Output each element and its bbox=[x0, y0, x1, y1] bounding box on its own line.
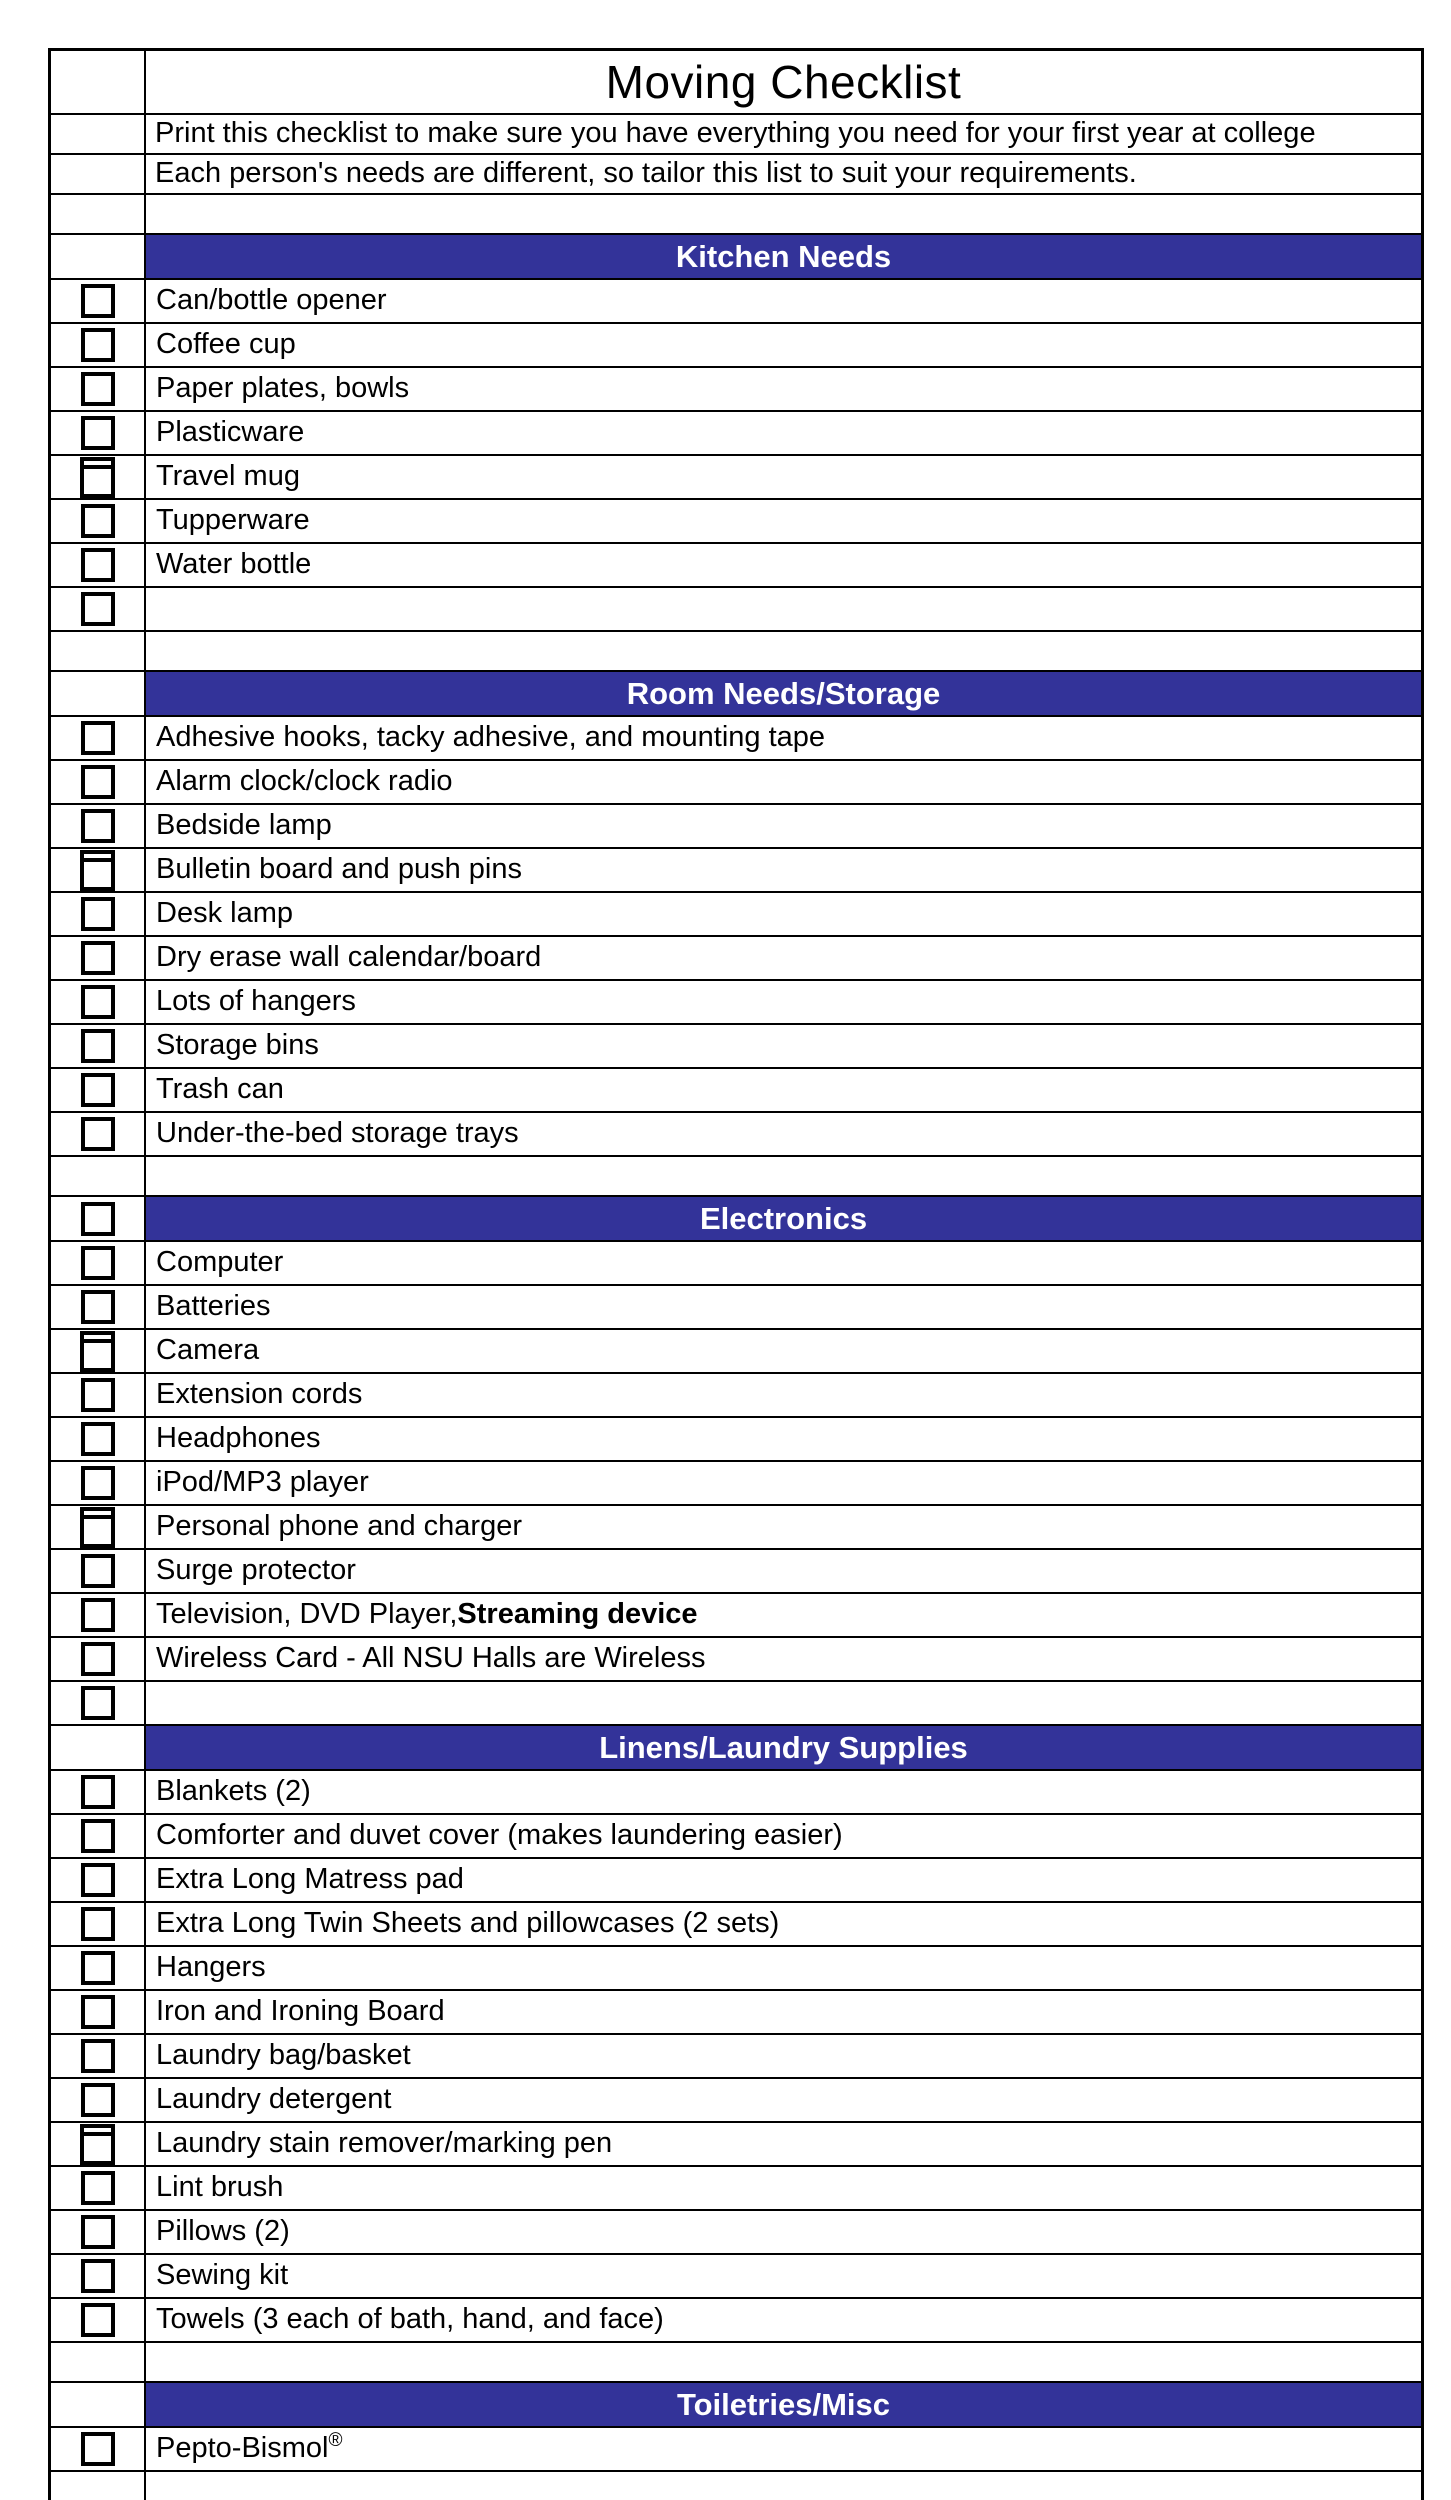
item-label: Laundry detergent bbox=[156, 2083, 392, 2115]
checkbox-cell bbox=[51, 500, 146, 542]
checkbox-cell bbox=[51, 280, 146, 322]
checkbox-icon[interactable] bbox=[81, 2171, 115, 2205]
row-partial bbox=[51, 2472, 1421, 2500]
row-item-camera bbox=[51, 1330, 1421, 1374]
checkbox-icon[interactable] bbox=[81, 2432, 115, 2466]
item-label: Tupperware bbox=[156, 504, 310, 536]
item-label: Camera bbox=[156, 1334, 260, 1366]
row-item-extra-long-matress-pad bbox=[51, 1859, 1421, 1903]
row-item-laundry-stain-remover-marking-pen bbox=[51, 2123, 1421, 2167]
checkbox-cell bbox=[51, 1242, 146, 1284]
checkbox-cell bbox=[51, 1903, 146, 1945]
checkbox-icon[interactable] bbox=[81, 548, 115, 582]
checkbox-icon[interactable] bbox=[81, 1642, 115, 1676]
checkbox-cell bbox=[51, 2079, 146, 2121]
row-item-laundry-bag-basket bbox=[51, 2035, 1421, 2079]
checkbox-icon[interactable] bbox=[81, 1554, 115, 1588]
row-section-header-linens-laundry-supplies bbox=[51, 1726, 1421, 1771]
item-cell bbox=[146, 412, 1421, 454]
item-cell bbox=[146, 1418, 1421, 1460]
item-cell bbox=[146, 1594, 1421, 1636]
item-label: Lots of hangers bbox=[156, 985, 356, 1017]
row-item-hangers bbox=[51, 1947, 1421, 1991]
item-cell bbox=[146, 1947, 1421, 1989]
item-cell bbox=[146, 1815, 1421, 1857]
empty-cell bbox=[146, 632, 1421, 670]
row-item-surge-protector bbox=[51, 1550, 1421, 1594]
checkbox-icon[interactable] bbox=[81, 1951, 115, 1985]
checkbox-icon[interactable] bbox=[81, 1775, 115, 1809]
item-label: Laundry bag/basket bbox=[156, 2039, 411, 2071]
item-cell bbox=[146, 717, 1421, 759]
checkbox-cell bbox=[51, 1771, 146, 1813]
item-label: Comforter and duvet cover (makes laundering easier) bbox=[156, 1819, 843, 1851]
checkbox-icon[interactable] bbox=[81, 592, 115, 626]
empty-cell bbox=[146, 1157, 1421, 1195]
checkbox-cell bbox=[51, 2472, 146, 2500]
checkbox-icon[interactable] bbox=[81, 1907, 115, 1941]
checkbox-3d-icon[interactable] bbox=[80, 457, 115, 498]
item-cell bbox=[146, 544, 1421, 586]
checkbox-cell bbox=[51, 1113, 146, 1155]
checkbox-icon[interactable] bbox=[81, 1422, 115, 1456]
row-item-personal-phone-and-charger bbox=[51, 1506, 1421, 1550]
checkbox-cell bbox=[51, 324, 146, 366]
row-item-desk-lamp bbox=[51, 893, 1421, 937]
item-label: Sewing kit bbox=[156, 2259, 289, 2291]
row-spacer bbox=[51, 1157, 1421, 1197]
item-cell bbox=[146, 2428, 1421, 2470]
intro-text: Each person's needs are different, so tailor this list to suit your requirements. bbox=[155, 157, 1137, 189]
item-label: Extra Long Twin Sheets and pillowcases (2 sets) bbox=[156, 1907, 780, 1939]
item-label: Pepto-Bismol bbox=[156, 2432, 329, 2464]
checkbox-cell bbox=[51, 195, 146, 233]
item-label: Adhesive hooks, tacky adhesive, and mounting tape bbox=[156, 721, 826, 753]
checkbox-cell bbox=[51, 1550, 146, 1592]
row-item-computer bbox=[51, 1242, 1421, 1286]
checkbox-icon[interactable] bbox=[81, 328, 115, 362]
item-cell bbox=[146, 2211, 1421, 2253]
item-cell bbox=[146, 2079, 1421, 2121]
row-item-television-dvd-player bbox=[51, 1594, 1421, 1638]
checkbox-cell bbox=[51, 1947, 146, 1989]
row-item-plasticware bbox=[51, 412, 1421, 456]
row-item-storage-bins bbox=[51, 1025, 1421, 1069]
checkbox-icon[interactable] bbox=[81, 941, 115, 975]
checkbox-cell bbox=[51, 588, 146, 630]
checkbox-cell bbox=[51, 2035, 146, 2077]
item-label: Trash can bbox=[156, 1073, 284, 1105]
checkbox-icon[interactable] bbox=[81, 1598, 115, 1632]
checkbox-icon[interactable] bbox=[81, 2303, 115, 2337]
item-label: Computer bbox=[156, 1246, 284, 1278]
checkbox-icon[interactable] bbox=[81, 2039, 115, 2073]
checkbox-cell bbox=[51, 1374, 146, 1416]
item-label: Bulletin board and push pins bbox=[156, 853, 522, 885]
checklist-table bbox=[48, 48, 1424, 2500]
item-label: Towels (3 each of bath, hand, and face) bbox=[156, 2303, 664, 2335]
checkbox-cell bbox=[51, 1418, 146, 1460]
row-spacer bbox=[51, 632, 1421, 672]
section-header bbox=[146, 1726, 1421, 1769]
row-desc bbox=[51, 115, 1421, 155]
checkbox-cell bbox=[51, 1859, 146, 1901]
checkbox-cell bbox=[51, 1197, 146, 1240]
item-cell bbox=[146, 1903, 1421, 1945]
item-label: Plasticware bbox=[156, 416, 305, 448]
item-label: Coffee cup bbox=[156, 328, 296, 360]
section-header bbox=[146, 1197, 1421, 1240]
checkbox-icon[interactable] bbox=[81, 1819, 115, 1853]
item-cell bbox=[146, 937, 1421, 979]
row-item-adhesive-hooks-tacky-adhesive-and-mounting-tape bbox=[51, 717, 1421, 761]
section-header-label: Toiletries/Misc bbox=[676, 2387, 891, 2422]
checkbox-cell bbox=[51, 672, 146, 715]
checkbox-cell bbox=[51, 2299, 146, 2341]
checkbox-icon[interactable] bbox=[81, 765, 115, 799]
item-cell bbox=[146, 1682, 1421, 1724]
item-cell bbox=[146, 324, 1421, 366]
item-label: Water bottle bbox=[156, 548, 312, 580]
row-item-bedside-lamp bbox=[51, 805, 1421, 849]
checkbox-icon[interactable] bbox=[81, 1029, 115, 1063]
section-header-label: Kitchen Needs bbox=[675, 239, 892, 274]
item-label: Hangers bbox=[156, 1951, 266, 1983]
item-label: Headphones bbox=[156, 1422, 321, 1454]
row-spacer bbox=[51, 195, 1421, 235]
item-cell bbox=[146, 2123, 1421, 2165]
item-label: Wireless Card - All NSU Halls are Wireless bbox=[156, 1642, 706, 1674]
item-cell bbox=[146, 893, 1421, 935]
item-cell bbox=[146, 1506, 1421, 1548]
item-label: Surge protector bbox=[156, 1554, 356, 1586]
checkbox-icon[interactable] bbox=[81, 372, 115, 406]
row-item-alarm-clock-clock-radio bbox=[51, 761, 1421, 805]
item-cell bbox=[146, 1242, 1421, 1284]
item-label: Under-the-bed storage trays bbox=[156, 1117, 519, 1149]
checkbox-cell bbox=[51, 1330, 146, 1372]
row-item-coffee-cup bbox=[51, 324, 1421, 368]
row-item-lots-of-hangers bbox=[51, 981, 1421, 1025]
row-item-blank bbox=[51, 588, 1421, 632]
checkbox-cell bbox=[51, 544, 146, 586]
item-label-bold: Streaming device bbox=[457, 1598, 698, 1630]
row-item-extra-long-twin-sheets-and-pillowcases-2-sets bbox=[51, 1903, 1421, 1947]
checkbox-icon[interactable] bbox=[81, 721, 115, 755]
checkbox-cell bbox=[51, 456, 146, 498]
item-cell bbox=[146, 1113, 1421, 1155]
checkbox-icon[interactable] bbox=[81, 809, 115, 843]
empty-cell bbox=[146, 2343, 1421, 2381]
checkbox-icon[interactable] bbox=[81, 897, 115, 931]
row-item-extension-cords bbox=[51, 1374, 1421, 1418]
item-label: Dry erase wall calendar/board bbox=[156, 941, 542, 973]
item-cell bbox=[146, 981, 1421, 1023]
item-label: Alarm clock/clock radio bbox=[156, 765, 453, 797]
row-item-iron-and-ironing-board bbox=[51, 1991, 1421, 2035]
intro-cell bbox=[146, 155, 1421, 193]
item-cell bbox=[146, 1638, 1421, 1680]
checkbox-cell bbox=[51, 893, 146, 935]
item-label: Desk lamp bbox=[156, 897, 293, 929]
checkbox-cell bbox=[51, 1025, 146, 1067]
item-cell bbox=[146, 1771, 1421, 1813]
checkbox-cell bbox=[51, 1069, 146, 1111]
row-item-wireless-card-all-nsu-halls-are-wireless bbox=[51, 1638, 1421, 1682]
checkbox-cell bbox=[51, 2167, 146, 2209]
checkbox-icon[interactable] bbox=[81, 1246, 115, 1280]
row-section-header-kitchen-needs bbox=[51, 235, 1421, 280]
item-label: Personal phone and charger bbox=[156, 1510, 522, 1542]
item-cell bbox=[146, 1991, 1421, 2033]
checkbox-cell bbox=[51, 1286, 146, 1328]
row-desc bbox=[51, 155, 1421, 195]
checkbox-cell bbox=[51, 1682, 146, 1724]
checkbox-3d-icon[interactable] bbox=[80, 1507, 115, 1548]
checkbox-icon[interactable] bbox=[81, 1686, 115, 1720]
checkbox-icon[interactable] bbox=[81, 1378, 115, 1412]
checkbox-cell bbox=[51, 2255, 146, 2297]
row-item-can-bottle-opener bbox=[51, 280, 1421, 324]
checkbox-icon[interactable] bbox=[81, 504, 115, 538]
item-cell bbox=[146, 1859, 1421, 1901]
checkbox-icon[interactable] bbox=[81, 1995, 115, 2029]
item-label: Storage bins bbox=[156, 1029, 319, 1061]
checkbox-cell bbox=[51, 2123, 146, 2165]
section-header bbox=[146, 2383, 1421, 2426]
checkbox-icon[interactable] bbox=[81, 2215, 115, 2249]
checkbox-cell bbox=[51, 1638, 146, 1680]
item-cell bbox=[146, 368, 1421, 410]
row-title bbox=[51, 51, 1421, 115]
checkbox-cell bbox=[51, 2383, 146, 2426]
item-label: Iron and Ironing Board bbox=[156, 1995, 445, 2027]
checkbox-cell bbox=[51, 1157, 146, 1195]
checkbox-icon[interactable] bbox=[81, 1290, 115, 1324]
row-item-ipod-mp3-player bbox=[51, 1462, 1421, 1506]
section-header bbox=[146, 672, 1421, 715]
checkbox-cell bbox=[51, 1991, 146, 2033]
row-item-tupperware bbox=[51, 500, 1421, 544]
checkbox-cell bbox=[51, 1462, 146, 1504]
checkbox-cell bbox=[51, 1506, 146, 1548]
checkbox-3d-icon[interactable] bbox=[80, 2124, 115, 2165]
item-cell bbox=[146, 1550, 1421, 1592]
row-spacer bbox=[51, 2343, 1421, 2383]
item-cell bbox=[146, 2035, 1421, 2077]
checkbox-cell bbox=[51, 717, 146, 759]
item-label: Extension cords bbox=[156, 1378, 363, 1410]
item-label: Pillows (2) bbox=[156, 2215, 290, 2247]
checkbox-icon[interactable] bbox=[81, 1117, 115, 1151]
item-label: Laundry stain remover/marking pen bbox=[156, 2127, 613, 2159]
checkbox-cell bbox=[51, 51, 146, 113]
checkbox-cell bbox=[51, 412, 146, 454]
checkbox-cell bbox=[51, 981, 146, 1023]
row-section-header-toiletries-misc bbox=[51, 2383, 1421, 2428]
checkbox-cell bbox=[51, 2343, 146, 2381]
section-header-label: Room Needs/Storage bbox=[626, 676, 941, 711]
item-cell bbox=[146, 456, 1421, 498]
checkbox-icon[interactable] bbox=[81, 1202, 115, 1236]
item-cell bbox=[146, 805, 1421, 847]
checkbox-icon[interactable] bbox=[81, 416, 115, 450]
item-cell bbox=[146, 1462, 1421, 1504]
row-item-comforter-and-duvet-cover-makes-laundering-easier bbox=[51, 1815, 1421, 1859]
checkbox-cell bbox=[51, 2428, 146, 2470]
row-item-sewing-kit bbox=[51, 2255, 1421, 2299]
row-item-paper-plates-bowls bbox=[51, 368, 1421, 412]
item-cell bbox=[146, 1330, 1421, 1372]
row-item-trash-can bbox=[51, 1069, 1421, 1113]
checkbox-3d-icon[interactable] bbox=[80, 1331, 115, 1372]
row-item-water-bottle bbox=[51, 544, 1421, 588]
item-label: Television, DVD Player, bbox=[156, 1598, 458, 1630]
checkbox-3d-icon[interactable] bbox=[80, 850, 115, 891]
row-item-pepto-bismol bbox=[51, 2428, 1421, 2472]
intro-text: Print this checklist to make sure you have everything you need for your first year at college bbox=[155, 117, 1316, 149]
page-title-cell bbox=[146, 51, 1421, 113]
page-title: Moving Checklist bbox=[605, 56, 962, 108]
item-cell bbox=[146, 1025, 1421, 1067]
item-cell bbox=[146, 2255, 1421, 2297]
item-label: Can/bottle opener bbox=[156, 284, 387, 316]
item-label: Bedside lamp bbox=[156, 809, 332, 841]
row-item-laundry-detergent bbox=[51, 2079, 1421, 2123]
checkbox-icon[interactable] bbox=[81, 985, 115, 1019]
row-item-travel-mug bbox=[51, 456, 1421, 500]
item-cell bbox=[146, 2167, 1421, 2209]
row-item-batteries bbox=[51, 1286, 1421, 1330]
checkbox-cell bbox=[51, 761, 146, 803]
checkbox-cell bbox=[51, 2211, 146, 2253]
item-cell bbox=[146, 588, 1421, 630]
row-item-blank bbox=[51, 1682, 1421, 1726]
item-cell bbox=[146, 1286, 1421, 1328]
checkbox-cell bbox=[51, 368, 146, 410]
checkbox-cell bbox=[51, 155, 146, 193]
item-label: Extra Long Matress pad bbox=[156, 1863, 464, 1895]
checkbox-cell bbox=[51, 235, 146, 278]
checkbox-cell bbox=[51, 937, 146, 979]
intro-cell bbox=[146, 115, 1421, 153]
item-label: iPod/MP3 player bbox=[156, 1466, 369, 1498]
item-cell bbox=[146, 280, 1421, 322]
row-section-header-electronics bbox=[51, 1197, 1421, 1242]
empty-cell bbox=[146, 2472, 1421, 2500]
row-item-bulletin-board-and-push-pins bbox=[51, 849, 1421, 893]
row-item-dry-erase-wall-calendar-board bbox=[51, 937, 1421, 981]
item-cell bbox=[146, 500, 1421, 542]
row-item-pillows-2 bbox=[51, 2211, 1421, 2255]
row-item-under-the-bed-storage-trays bbox=[51, 1113, 1421, 1157]
section-header-label: Electronics bbox=[699, 1201, 868, 1236]
item-label: Paper plates, bowls bbox=[156, 372, 410, 404]
section-header-label: Linens/Laundry Supplies bbox=[599, 1730, 968, 1765]
checkbox-cell bbox=[51, 632, 146, 670]
checkbox-cell bbox=[51, 849, 146, 891]
item-cell bbox=[146, 849, 1421, 891]
item-label: Blankets (2) bbox=[156, 1775, 311, 1807]
registered-trademark-icon: ® bbox=[328, 2430, 343, 2451]
checkbox-cell bbox=[51, 1726, 146, 1769]
row-item-towels-3-each-of-bath-hand-and-face bbox=[51, 2299, 1421, 2343]
item-cell bbox=[146, 761, 1421, 803]
item-label: Batteries bbox=[156, 1290, 271, 1322]
row-section-header-room-needs-storage bbox=[51, 672, 1421, 717]
checkbox-cell bbox=[51, 115, 146, 153]
row-item-lint-brush bbox=[51, 2167, 1421, 2211]
item-cell bbox=[146, 1069, 1421, 1111]
checkbox-icon[interactable] bbox=[81, 1466, 115, 1500]
item-label: Travel mug bbox=[156, 460, 300, 492]
checkbox-icon[interactable] bbox=[81, 2083, 115, 2117]
checkbox-icon[interactable] bbox=[81, 284, 115, 318]
empty-cell bbox=[146, 195, 1421, 233]
row-item-blankets-2 bbox=[51, 1771, 1421, 1815]
checkbox-cell bbox=[51, 1815, 146, 1857]
checkbox-cell bbox=[51, 1594, 146, 1636]
checkbox-icon[interactable] bbox=[81, 1863, 115, 1897]
checkbox-icon[interactable] bbox=[81, 2259, 115, 2293]
checkbox-cell bbox=[51, 805, 146, 847]
item-cell bbox=[146, 1374, 1421, 1416]
row-item-headphones bbox=[51, 1418, 1421, 1462]
section-header bbox=[146, 235, 1421, 278]
checkbox-icon[interactable] bbox=[81, 1073, 115, 1107]
item-cell bbox=[146, 2299, 1421, 2341]
item-label: Lint brush bbox=[156, 2171, 284, 2203]
